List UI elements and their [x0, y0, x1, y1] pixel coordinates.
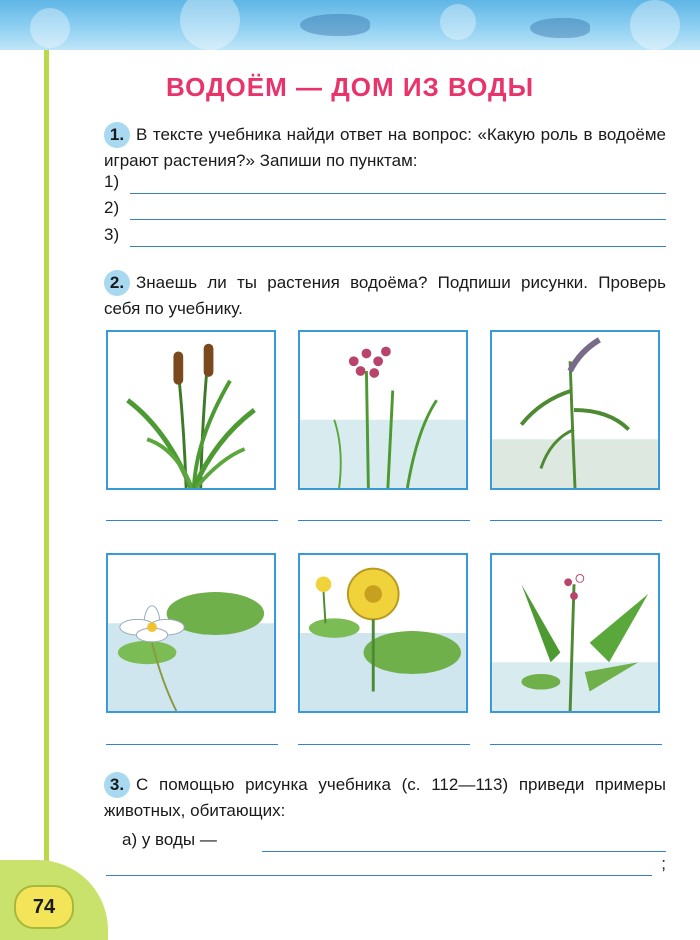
caption-line[interactable] — [298, 520, 470, 521]
task1-text-block — [104, 122, 666, 174]
semicolon-mark: ; — [661, 854, 666, 873]
answer-underline — [130, 219, 666, 220]
bubble-decoration — [440, 4, 476, 40]
answer-underline — [130, 246, 666, 247]
fish-decoration — [300, 14, 370, 36]
answer-label: 2) — [104, 198, 120, 217]
task3-text: С помощью рисунка учебника (с. 112—113) приведи примеры животных, обитающих: — [104, 775, 666, 820]
yellow-water-lily-icon — [298, 553, 468, 713]
answer-label-a: а) у воды — — [122, 830, 217, 849]
flowering-rush-icon — [298, 330, 468, 490]
page-number: 74 — [14, 885, 74, 929]
header-banner — [0, 0, 700, 50]
answer-label: 3) — [104, 225, 120, 244]
fish-decoration — [530, 18, 590, 38]
caption-line[interactable] — [106, 520, 278, 521]
bubble-decoration — [30, 8, 70, 48]
page-title: ВОДОЁМ — ДОМ ИЗ ВОДЫ — [165, 72, 535, 102]
task3-text-block — [104, 772, 666, 824]
answer-label: 1) — [104, 172, 120, 191]
answer-line[interactable] — [104, 198, 666, 222]
task-number: 3. — [104, 772, 130, 798]
task1-text: В тексте учебника найди ответ на вопрос: «Какую роль в водоёме играют растения?» Запиши по пунктам: — [104, 125, 666, 170]
cattail-plant-icon — [106, 330, 276, 490]
answer-line-continuation[interactable] — [106, 854, 666, 878]
answer-underline — [106, 875, 652, 876]
answer-underline — [130, 193, 666, 194]
answer-line[interactable] — [104, 172, 666, 196]
bubble-decoration — [180, 0, 240, 50]
caption-line[interactable] — [490, 520, 662, 521]
answer-line-a[interactable] — [122, 830, 666, 854]
reed-plant-icon — [490, 330, 660, 490]
arrowhead-plant-icon — [490, 553, 660, 713]
caption-line[interactable] — [298, 744, 470, 745]
water-lily-icon — [106, 553, 276, 713]
task2-text: Знаешь ли ты растения водоёма? Подпиши рисунки. Проверь себя по учебнику. — [104, 273, 666, 318]
task2-text-block — [104, 270, 666, 322]
answer-underline — [262, 851, 666, 852]
caption-line[interactable] — [490, 744, 662, 745]
margin-line — [44, 50, 49, 880]
caption-line[interactable] — [106, 744, 278, 745]
bubble-decoration — [630, 0, 680, 50]
answer-line[interactable] — [104, 225, 666, 249]
task-number: 2. — [104, 270, 130, 296]
task-number: 1. — [104, 122, 130, 148]
